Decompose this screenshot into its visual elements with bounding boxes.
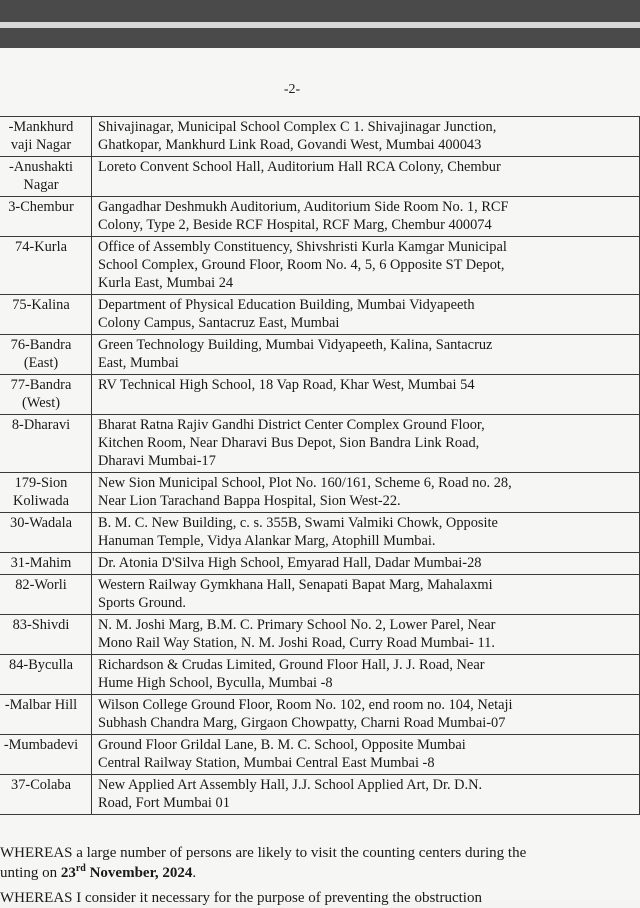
address-line: New Applied Art Assembly Hall, J.J. School Applied Art, Dr. D.N.	[98, 777, 483, 793]
table-row	[0, 375, 640, 415]
address-cell	[92, 575, 640, 615]
address-line: Ground Floor Grildal Lane, B. M. C. School, Opposite Mumbai	[98, 737, 466, 753]
constituency-cell	[0, 473, 92, 513]
address-line: Loreto Convent School Hall, Auditorium Hall RCA Colony, Chembur	[98, 159, 501, 175]
constituency-line: -Mankhurd	[8, 119, 74, 135]
address-cell	[92, 295, 640, 335]
constituency-cell	[0, 117, 92, 157]
address-line: Road, Fort Mumbai 01	[98, 795, 230, 811]
constituency-line: Nagar	[23, 177, 59, 193]
address-line: Kurla East, Mumbai 24	[98, 275, 234, 291]
constituency-cell	[0, 775, 92, 815]
address-line: Central Railway Station, Mumbai Central East Mumbai -8	[98, 755, 435, 771]
table-row	[0, 295, 640, 335]
counting-text: unting on	[0, 865, 61, 881]
constituency-line: Koliwada	[13, 493, 69, 509]
table-row	[0, 157, 640, 197]
table-row	[0, 615, 640, 655]
constituency-line: (East)	[23, 355, 59, 371]
constituency-line: 77-Bandra	[10, 377, 72, 393]
constituency-cell	[0, 695, 92, 735]
constituency-line: 82-Worli	[15, 577, 67, 593]
address-cell	[92, 615, 640, 655]
whereas-paragraph-1-line-2	[0, 863, 640, 883]
sentence-end: .	[192, 865, 197, 881]
constituency-cell	[0, 157, 92, 197]
date-day: 23	[60, 865, 76, 881]
table-row	[0, 117, 640, 157]
address-line: Colony, Type 2, Beside RCF Hospital, RCF Marg, Chembur 400074	[98, 217, 492, 233]
constituency-cell	[0, 197, 92, 237]
address-cell	[92, 655, 640, 695]
table-body	[0, 117, 640, 815]
counting-date	[61, 865, 193, 881]
address-cell	[92, 553, 640, 575]
address-line: Hume High School, Byculla, Mumbai -8	[98, 675, 333, 691]
constituency-cell	[0, 575, 92, 615]
address-cell	[92, 197, 640, 237]
table-row	[0, 335, 640, 375]
constituency-line: 179-Sion	[14, 475, 68, 491]
constituency-line: -Mumbadevi	[3, 737, 79, 753]
address-cell	[92, 513, 640, 553]
address-line: N. M. Joshi Marg, B.M. C. Primary School No. 2, Lower Parel, Near	[98, 617, 496, 633]
address-line: Office of Assembly Constituency, Shivshristi Kurla Kamgar Municipal	[98, 239, 507, 255]
table-row	[0, 237, 640, 295]
address-line: Department of Physical Education Building, Mumbai Vidyapeeth	[98, 297, 475, 313]
address-line: Dharavi Mumbai-17	[98, 453, 216, 469]
address-line: Subhash Chandra Marg, Girgaon Chowpatty, Charni Road Mumbai-07	[98, 715, 506, 731]
constituency-line: 84-Byculla	[9, 657, 73, 673]
table-row	[0, 695, 640, 735]
address-cell	[92, 775, 640, 815]
address-line: Kitchen Room, Near Dharavi Bus Depot, Sion Bandra Link Road,	[98, 435, 480, 451]
date-month-year: November, 2024	[85, 865, 193, 881]
constituency-line: -Anushakti	[9, 159, 73, 175]
whereas-paragraph-1-line-1: WHEREAS a large number of persons are likely to visit the counting centers during the	[0, 845, 527, 861]
address-line: Hanuman Temple, Vidya Alankar Marg, Atophill Mumbai.	[98, 533, 436, 549]
address-cell	[92, 415, 640, 473]
constituency-cell	[0, 295, 92, 335]
table-row	[0, 575, 640, 615]
address-line: Gangadhar Deshmukh Auditorium, Auditorium Side Room No. 1, RCF	[98, 199, 509, 215]
address-line: School Complex, Ground Floor, Room No. 4, 5, 6 Opposite ST Depot,	[98, 257, 505, 273]
constituency-line: -Malbar Hill	[4, 697, 78, 713]
table-row	[0, 735, 640, 775]
constituency-line: 8-Dharavi	[11, 417, 71, 433]
constituency-line: 75-Kalina	[12, 297, 70, 313]
address-line: East, Mumbai	[98, 355, 179, 371]
whereas-paragraph-2: WHEREAS I consider it necessary for the purpose of preventing the obstruction	[0, 890, 482, 906]
address-line: Mono Rail Way Station, N. M. Joshi Road, Curry Road Mumbai- 11.	[98, 635, 495, 651]
address-line: Dr. Atonia D'Silva High School, Emyarad Hall, Dadar Mumbai-28	[98, 555, 482, 571]
address-cell	[92, 335, 640, 375]
address-cell	[92, 117, 640, 157]
address-cell	[92, 375, 640, 415]
address-line: RV Technical High School, 18 Vap Road, Khar West, Mumbai 54	[98, 377, 475, 393]
constituency-cell	[0, 335, 92, 375]
date-suffix: rd	[75, 863, 86, 874]
constituency-cell	[0, 375, 92, 415]
constituency-cell	[0, 655, 92, 695]
constituency-cell	[0, 415, 92, 473]
address-line: Shivajinagar, Municipal School Complex C 1. Shivajinagar Junction,	[98, 119, 497, 135]
address-cell	[92, 473, 640, 513]
constituency-line: vaji Nagar	[10, 137, 72, 153]
constituency-cell	[0, 615, 92, 655]
counting-centres-table	[0, 116, 640, 815]
table-row	[0, 775, 640, 815]
constituency-line: (West)	[22, 395, 60, 411]
constituency-line: 31-Mahim	[10, 555, 72, 571]
constituency-cell	[0, 735, 92, 775]
constituency-line: 3-Chembur	[8, 199, 74, 215]
table-row	[0, 197, 640, 237]
constituency-cell	[0, 553, 92, 575]
address-line: Near Lion Tarachand Bappa Hospital, Sion West-22.	[98, 493, 401, 509]
constituency-line: 30-Wadala	[10, 515, 72, 531]
address-cell	[92, 157, 640, 197]
address-cell	[92, 237, 640, 295]
address-line: Richardson & Crudas Limited, Ground Floor Hall, J. J. Road, Near	[98, 657, 485, 673]
constituency-line: 74-Kurla	[15, 239, 67, 255]
viewer-top-stripe	[0, 22, 640, 28]
table-row	[0, 655, 640, 695]
page-number: -2-	[283, 82, 301, 97]
address-line: New Sion Municipal School, Plot No. 160/161, Scheme 6, Road no. 28,	[98, 475, 512, 491]
table-row	[0, 553, 640, 575]
address-line: Green Technology Building, Mumbai Vidyapeeth, Kalina, Santacruz	[98, 337, 493, 353]
address-line: Wilson College Ground Floor, Room No. 102, end room no. 104, Netaji	[98, 697, 513, 713]
address-line: Sports Ground.	[98, 595, 186, 611]
table-row	[0, 513, 640, 553]
table-row	[0, 473, 640, 513]
constituency-line: 83-Shivdi	[12, 617, 70, 633]
constituency-cell	[0, 513, 92, 553]
address-line: Western Railway Gymkhana Hall, Senapati Bapat Marg, Mahalaxmi	[98, 577, 493, 593]
table-row	[0, 415, 640, 473]
address-cell	[92, 695, 640, 735]
address-line: Bharat Ratna Rajiv Gandhi District Center Complex Ground Floor,	[98, 417, 485, 433]
constituency-line: 76-Bandra	[10, 337, 72, 353]
address-line: Ghatkopar, Mankhurd Link Road, Govandi West, Mumbai 400043	[98, 137, 482, 153]
constituency-line: 37-Colaba	[11, 777, 71, 793]
viewer-top-bar	[0, 0, 640, 49]
constituency-cell	[0, 237, 92, 295]
address-line: B. M. C. New Building, c. s. 355B, Swami Valmiki Chowk, Opposite	[98, 515, 498, 531]
address-line: Colony Campus, Santacruz East, Mumbai	[98, 315, 340, 331]
address-cell	[92, 735, 640, 775]
